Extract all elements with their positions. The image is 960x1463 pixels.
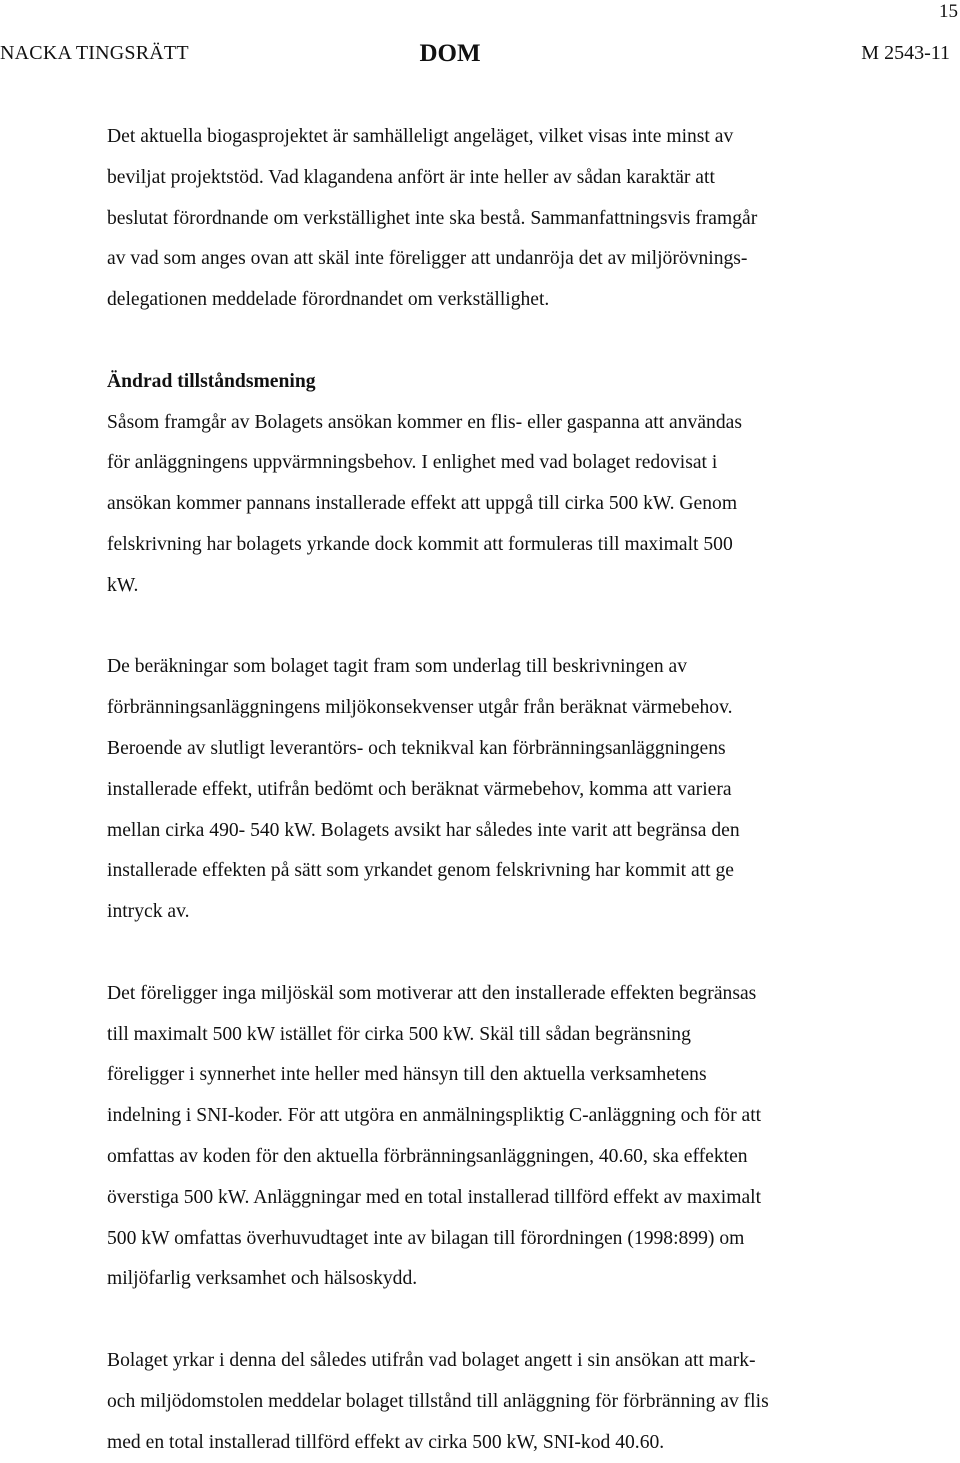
court-name: NACKA TINGSRÄTT: [0, 42, 189, 65]
text-line: delegationen meddelade förordnandet om verkställighet.: [107, 280, 907, 321]
text-line: och miljödomstolen meddelar bolaget tillstånd till anläggning för förbränning av flis: [107, 1382, 907, 1423]
text-line: intryck av.: [107, 892, 907, 933]
section-heading: Ändrad tillståndsmening: [107, 362, 907, 403]
text-line: Beroende av slutligt leverantörs- och teknikval kan förbränningsanläggningens: [107, 729, 907, 770]
text-line: felskrivning har bolagets yrkande dock kommit att formuleras till maximalt 500: [107, 525, 907, 566]
text-line: De beräkningar som bolaget tagit fram som underlag till beskrivningen av: [107, 647, 907, 688]
text-line: beviljat projektstöd. Vad klagandena anfört är inte heller av sådan karaktär att: [107, 158, 907, 199]
text-line: miljöfarlig verksamhet och hälsoskydd.: [107, 1259, 907, 1300]
text-line: Det föreligger inga miljöskäl som motiverar att den installerade effekten begränsas: [107, 974, 907, 1015]
text-line: föreligger i synnerhet inte heller med hänsyn till den aktuella verksamhetens: [107, 1055, 907, 1096]
paragraph-gap: [107, 607, 907, 648]
text-line: Bolaget yrkar i denna del således utifrån vad bolaget angett i sin ansökan att mark-: [107, 1341, 907, 1382]
text-line: 500 kW omfattas överhuvudtaget inte av bilagan till förordningen (1998:899) om: [107, 1219, 907, 1260]
document-header: [0, 40, 950, 76]
text-line: överstiga 500 kW. Anläggningar med en total installerad tillförd effekt av maximalt: [107, 1178, 907, 1219]
text-line: ansökan kommer pannans installerade effekt att uppgå till cirka 500 kW. Genom: [107, 484, 907, 525]
paragraph-gap: [107, 321, 907, 362]
page-number: 15: [939, 0, 958, 24]
text-line: omfattas av koden för den aktuella förbränningsanläggningen, 40.60, ska effekten: [107, 1137, 907, 1178]
text-line: Det aktuella biogasprojektet är samhälleligt angeläget, vilket visas inte minst av: [107, 117, 907, 158]
paragraph-verkstallighet: [107, 117, 907, 321]
text-line: installerade effekt, utifrån bedömt och beräknat värmebehov, komma att variera: [107, 770, 907, 811]
text-line: installerade effekten på sätt som yrkandet genom felskrivning har kommit att ge: [107, 851, 907, 892]
text-line: kW.: [107, 566, 907, 607]
paragraph-berakningar: [107, 647, 907, 933]
document-type: DOM: [0, 40, 900, 68]
text-line: beslutat förordnande om verkställighet inte ska bestå. Sammanfattningsvis framgår: [107, 199, 907, 240]
text-line: för anläggningens uppvärmningsbehov. I enlighet med vad bolaget redovisat i: [107, 443, 907, 484]
paragraph-ansokan: [107, 403, 907, 607]
text-line: till maximalt 500 kW istället för cirka 500 kW. Skäl till sådan begränsning: [107, 1015, 907, 1056]
text-line: indelning i SNI-koder. För att utgöra en anmälningspliktig C-anläggning och för att: [107, 1096, 907, 1137]
paragraph-yrkande: [107, 1341, 907, 1463]
text-line: med en total installerad tillförd effekt av cirka 500 kW, SNI-kod 40.60.: [107, 1423, 907, 1463]
paragraph-gap: [107, 933, 907, 974]
document-body: [107, 117, 907, 1463]
case-number: M 2543-11: [861, 42, 950, 65]
text-line: mellan cirka 490- 540 kW. Bolagets avsikt har således inte varit att begränsa den: [107, 811, 907, 852]
paragraph-miljoskal: [107, 974, 907, 1300]
text-line: av vad som anges ovan att skäl inte föreligger att undanröja det av miljörövnings-: [107, 239, 907, 280]
text-line: förbränningsanläggningens miljökonsekvenser utgår från beräknat värmebehov.: [107, 688, 907, 729]
paragraph-gap: [107, 1300, 907, 1341]
text-line: Såsom framgår av Bolagets ansökan kommer en flis- eller gaspanna att användas: [107, 403, 907, 444]
